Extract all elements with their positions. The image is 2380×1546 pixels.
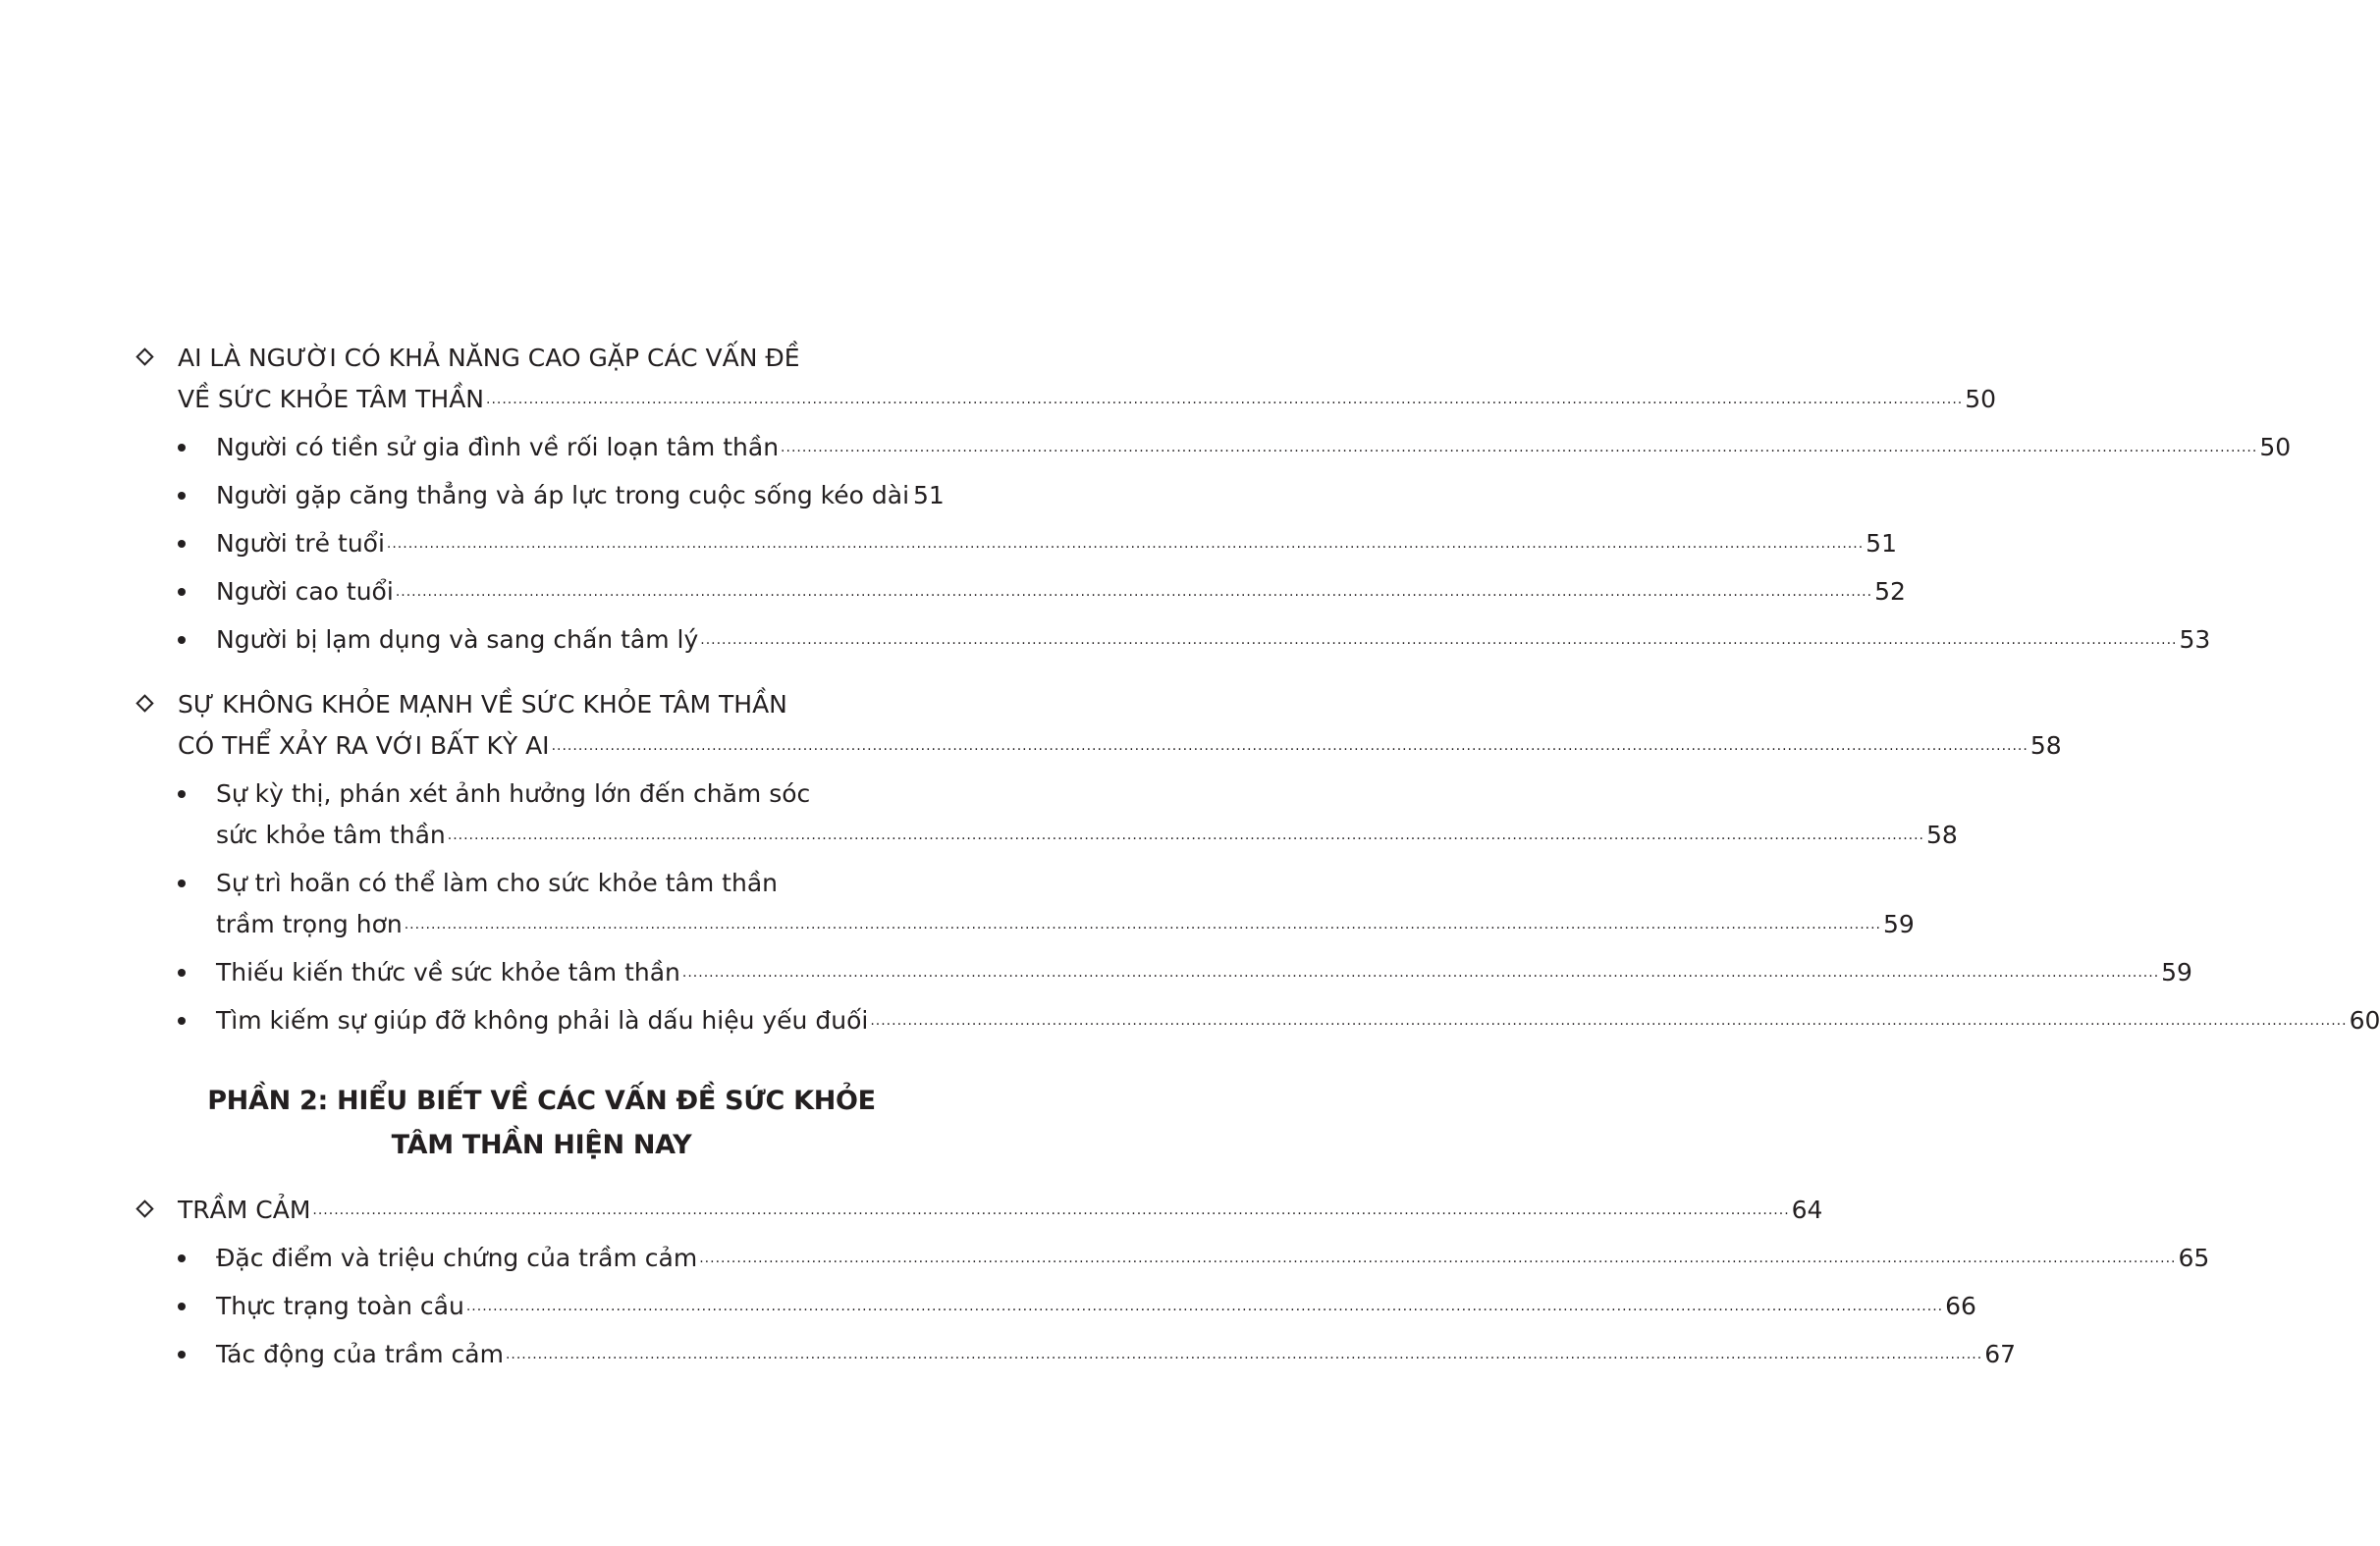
item-title: Thiếu kiến thức về sức khỏe tâm thần <box>216 958 680 986</box>
item-title: Thực trạng toàn cầu <box>216 1292 464 1320</box>
page-number: 65 <box>2178 1244 2210 1272</box>
toc-item[interactable] <box>175 571 1906 613</box>
toc-item[interactable] <box>175 619 2211 661</box>
part-heading <box>0 1079 1083 1167</box>
part-heading-line1: PHẦN 2: HIỂU BIẾT VỀ CÁC VẤN ĐỀ SỨC KHỎE <box>207 1086 876 1116</box>
page-number: 66 <box>1945 1292 1976 1320</box>
item-title: Người cao tuổi <box>216 577 394 606</box>
item-title: Tác động của trầm cảm <box>216 1340 504 1368</box>
item-title: Người trẻ tuổi <box>216 529 385 558</box>
toc-item[interactable] <box>175 475 945 516</box>
dot-leader: .................................................................................................................................................................................................................................................................................... <box>870 1013 2348 1029</box>
item-title: Tìm kiếm sự giúp đỡ không phải là dấu hiệu yếu đuối <box>216 1006 869 1035</box>
diamond-bullet-icon <box>135 347 153 365</box>
dot-leader: .................................................................................................................................................................................................................................................................................... <box>486 392 1964 407</box>
toc-item[interactable] <box>175 863 1915 945</box>
dot-leader: .................................................................................................................................................................................................................................................................................... <box>699 1251 2177 1266</box>
page-number: 50 <box>2259 433 2292 461</box>
section-title-line2: CÓ THỂ XẢY RA VỚI BẤT KỲ AI <box>178 731 550 760</box>
dot-leader: .................................................................................................................................................................................................................................................................................... <box>386 536 1865 552</box>
item-title-line1: Sự trì hoãn có thể làm cho sức khỏe tâm thần <box>216 869 778 897</box>
dot-leader: .................................................................................................................................................................................................................................................................................... <box>700 632 2178 648</box>
dot-leader: .................................................................................................................................................................................................................................................................................... <box>551 738 2028 754</box>
toc-item[interactable] <box>175 1334 2017 1375</box>
item-title: Người có tiền sử gia đình về rối loạn tâm thần <box>216 433 780 461</box>
page-number: 52 <box>1874 577 1906 606</box>
item-title: Người bị lạm dụng và sang chấn tâm lý <box>216 625 699 654</box>
page-number: 50 <box>1965 385 1997 413</box>
section-title-line1: AI LÀ NGƯỜI CÓ KHẢ NĂNG CAO GẶP CÁC VẤN ĐỀ <box>178 344 800 372</box>
dot-leader: .................................................................................................................................................................................................................................................................................... <box>505 1347 1983 1362</box>
page-number: 59 <box>2161 958 2192 986</box>
toc-section-1[interactable] <box>135 338 1997 420</box>
toc-item[interactable] <box>175 1286 1976 1327</box>
page-number: 67 <box>1984 1340 2017 1368</box>
toc-item[interactable] <box>175 427 2292 468</box>
toc-item[interactable] <box>175 523 1897 564</box>
item-title-line2: sức khỏe tâm thần <box>216 821 446 849</box>
page-number: 53 <box>2179 625 2211 654</box>
item-title: Đặc điểm và triệu chứng của trầm cảm <box>216 1244 698 1272</box>
dot-leader: .................................................................................................................................................................................................................................................................................... <box>465 1299 1944 1314</box>
dot-leader: .................................................................................................................................................................................................................................................................................... <box>681 965 2160 981</box>
toc-section-2[interactable] <box>135 684 2062 767</box>
dot-leader: .................................................................................................................................................................................................................................................................................... <box>312 1202 1790 1218</box>
item-title: Người gặp căng thẳng và áp lực trong cuộc sống kéo dài <box>216 481 910 509</box>
dot-leader: .................................................................................................................................................................................................................................................................................... <box>395 584 1873 600</box>
toc-item[interactable] <box>175 952 2192 993</box>
toc-item[interactable] <box>175 773 1958 856</box>
part-heading-line2: TÂM THẦN HIỆN NAY <box>391 1130 692 1160</box>
section-title-line2: VỀ SỨC KHỎE TÂM THẦN <box>178 385 484 413</box>
toc-item[interactable] <box>175 1238 2210 1279</box>
section-title-line1: SỰ KHÔNG KHỎE MẠNH VỀ SỨC KHỎE TÂM THẦN <box>178 690 787 719</box>
page-number: 64 <box>1791 1196 1823 1224</box>
section-title: TRẦM CẢM <box>178 1196 311 1224</box>
page-number: 58 <box>2029 731 2062 760</box>
item-title-line2: trầm trọng hơn <box>216 910 403 938</box>
toc-item[interactable] <box>175 1000 2380 1041</box>
page-number: 60 <box>2349 1006 2380 1035</box>
diamond-bullet-icon <box>135 1199 153 1217</box>
dot-leader: .................................................................................................................................................................................................................................................................................... <box>447 827 1925 843</box>
page-number: 51 <box>913 481 945 509</box>
item-title-line1: Sự kỳ thị, phán xét ảnh hưởng lớn đến chăm sóc <box>216 779 811 808</box>
page-number: 51 <box>1866 529 1897 558</box>
dot-leader: .................................................................................................................................................................................................................................................................................... <box>404 917 1881 933</box>
diamond-bullet-icon <box>135 694 153 712</box>
page-number: 59 <box>1883 910 1915 938</box>
toc-section-3[interactable] <box>135 1190 1823 1231</box>
page-number: 58 <box>1926 821 1958 849</box>
dot-leader: .................................................................................................................................................................................................................................................................................... <box>781 440 2258 455</box>
